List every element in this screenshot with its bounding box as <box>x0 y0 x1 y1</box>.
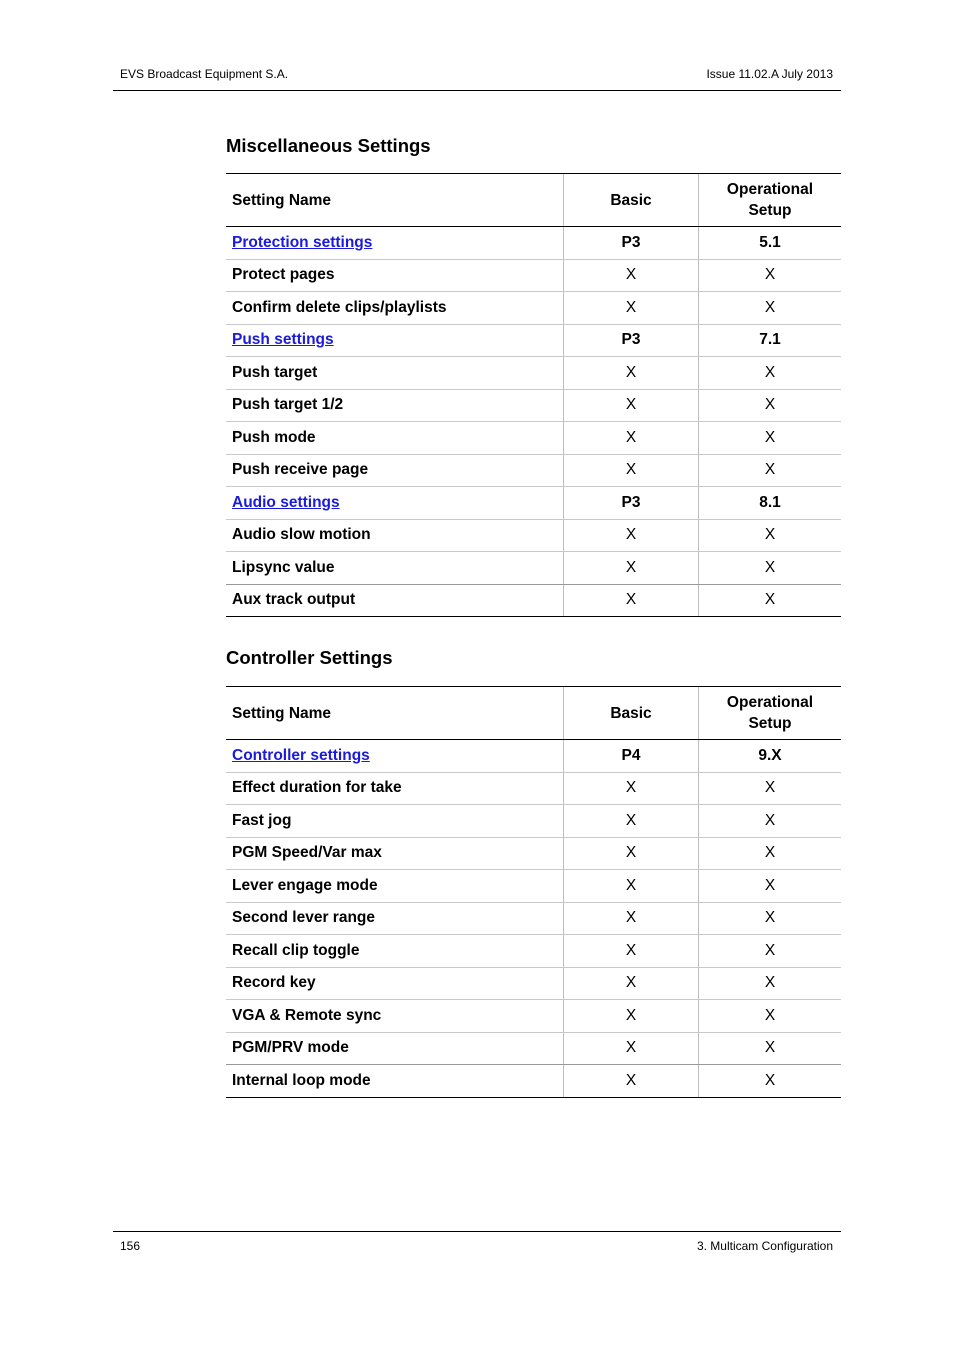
operational-setup-cell: X <box>699 292 842 325</box>
table-header-row <box>226 174 841 227</box>
setting-name-cell: Lever engage mode <box>226 870 564 903</box>
operational-setup-cell: 8.1 <box>699 487 842 520</box>
table-row <box>226 389 841 422</box>
setting-name-cell: Protect pages <box>226 259 564 292</box>
controller-settings-table <box>226 686 841 1098</box>
basic-cell: X <box>564 357 699 390</box>
setting-name-cell: Fast jog <box>226 805 564 838</box>
setting-name-cell: PGM/PRV mode <box>226 1032 564 1065</box>
setting-name-cell: Audio slow motion <box>226 519 564 552</box>
table-row <box>226 805 841 838</box>
table-row <box>226 487 841 520</box>
table-row <box>226 935 841 968</box>
basic-cell: X <box>564 902 699 935</box>
operational-setup-cell: 9.X <box>699 740 842 773</box>
col-operational-setup <box>699 174 842 227</box>
section-link[interactable]: Push settings <box>232 331 334 349</box>
operational-setup-cell: X <box>699 454 842 487</box>
setting-name-cell <box>226 227 564 260</box>
section-link[interactable]: Audio settings <box>232 493 340 511</box>
table-row <box>226 552 841 585</box>
page-number: 156 <box>120 1239 141 1253</box>
basic-cell: X <box>564 805 699 838</box>
setting-name-cell: Push target <box>226 357 564 390</box>
table-row <box>226 1000 841 1033</box>
setting-name-cell: Confirm delete clips/playlists <box>226 292 564 325</box>
setting-name-cell <box>226 487 564 520</box>
misc-settings-title: Miscellaneous Settings <box>226 135 431 156</box>
operational-setup-cell: X <box>699 935 842 968</box>
misc-settings-table <box>226 173 841 617</box>
section-link[interactable]: Protection settings <box>232 233 373 251</box>
setting-name-cell: Effect duration for take <box>226 772 564 805</box>
operational-setup-cell: X <box>699 805 842 838</box>
basic-cell: P3 <box>564 487 699 520</box>
col-op-line1: Operational <box>726 694 814 711</box>
misc-settings-rows <box>226 227 841 617</box>
col-setting-name: Setting Name <box>226 174 564 227</box>
chapter-name: 3. Multicam Configuration <box>696 1239 833 1253</box>
basic-cell: X <box>564 870 699 903</box>
basic-cell: X <box>564 584 699 617</box>
basic-cell: X <box>564 1065 699 1098</box>
operational-setup-cell: 5.1 <box>699 227 842 260</box>
basic-cell: X <box>564 935 699 968</box>
col-operational-setup <box>699 687 842 740</box>
operational-setup-cell: X <box>699 1000 842 1033</box>
setting-name-cell: Push receive page <box>226 454 564 487</box>
table-row <box>226 772 841 805</box>
table-row <box>226 967 841 1000</box>
controller-settings-title: Controller Settings <box>226 647 393 668</box>
basic-cell: X <box>564 519 699 552</box>
operational-setup-cell: X <box>699 902 842 935</box>
page-footer <box>113 1231 841 1253</box>
setting-name-cell: Internal loop mode <box>226 1065 564 1098</box>
table-row <box>226 870 841 903</box>
setting-name-cell: Second lever range <box>226 902 564 935</box>
table-row <box>226 519 841 552</box>
setting-name-cell: VGA & Remote sync <box>226 1000 564 1033</box>
operational-setup-cell: X <box>699 259 842 292</box>
table-row <box>226 1065 841 1098</box>
basic-cell: X <box>564 967 699 1000</box>
operational-setup-cell: X <box>699 389 842 422</box>
col-op-line1: Operational <box>726 181 814 198</box>
table-row <box>226 454 841 487</box>
operational-setup-cell: X <box>699 772 842 805</box>
setting-name-cell: Recall clip toggle <box>226 935 564 968</box>
table-row <box>226 357 841 390</box>
table-row <box>226 259 841 292</box>
header-company: EVS Broadcast Equipment S.A. <box>120 67 289 81</box>
col-setting-name: Setting Name <box>226 687 564 740</box>
col-basic: Basic <box>564 687 699 740</box>
operational-setup-cell: X <box>699 837 842 870</box>
basic-cell: X <box>564 1000 699 1033</box>
operational-setup-cell: X <box>699 357 842 390</box>
operational-setup-cell: X <box>699 519 842 552</box>
basic-cell: X <box>564 454 699 487</box>
setting-name-cell: Lipsync value <box>226 552 564 585</box>
table-header-row <box>226 687 841 740</box>
table-row <box>226 1032 841 1065</box>
col-op-line2: Setup <box>748 202 792 219</box>
basic-cell: P3 <box>564 324 699 357</box>
table-row <box>226 292 841 325</box>
section-link[interactable]: Controller settings <box>232 746 370 764</box>
operational-setup-cell: X <box>699 967 842 1000</box>
table-row <box>226 324 841 357</box>
basic-cell: X <box>564 292 699 325</box>
basic-cell: X <box>564 837 699 870</box>
operational-setup-cell: X <box>699 1032 842 1065</box>
table-row <box>226 227 841 260</box>
setting-name-cell: Record key <box>226 967 564 1000</box>
setting-name-cell: Push mode <box>226 422 564 455</box>
basic-cell: X <box>564 1032 699 1065</box>
basic-cell: P4 <box>564 740 699 773</box>
operational-setup-cell: X <box>699 422 842 455</box>
setting-name-cell: Aux track output <box>226 584 564 617</box>
table-row <box>226 837 841 870</box>
operational-setup-cell: X <box>699 584 842 617</box>
operational-setup-cell: X <box>699 870 842 903</box>
controller-settings-rows <box>226 740 841 1098</box>
table-row <box>226 584 841 617</box>
operational-setup-cell: X <box>699 552 842 585</box>
col-op-line2: Setup <box>748 715 792 732</box>
basic-cell: X <box>564 772 699 805</box>
header-issue: Issue 11.02.A July 2013 <box>706 67 833 81</box>
table-row <box>226 422 841 455</box>
operational-setup-cell: X <box>699 1065 842 1098</box>
basic-cell: X <box>564 259 699 292</box>
setting-name-cell: Push target 1/2 <box>226 389 564 422</box>
page-header <box>113 66 841 91</box>
col-basic: Basic <box>564 174 699 227</box>
setting-name-cell: PGM Speed/Var max <box>226 837 564 870</box>
basic-cell: X <box>564 422 699 455</box>
setting-name-cell <box>226 740 564 773</box>
table-row <box>226 740 841 773</box>
setting-name-cell <box>226 324 564 357</box>
operational-setup-cell: 7.1 <box>699 324 842 357</box>
basic-cell: P3 <box>564 227 699 260</box>
table-row <box>226 902 841 935</box>
basic-cell: X <box>564 552 699 585</box>
basic-cell: X <box>564 389 699 422</box>
